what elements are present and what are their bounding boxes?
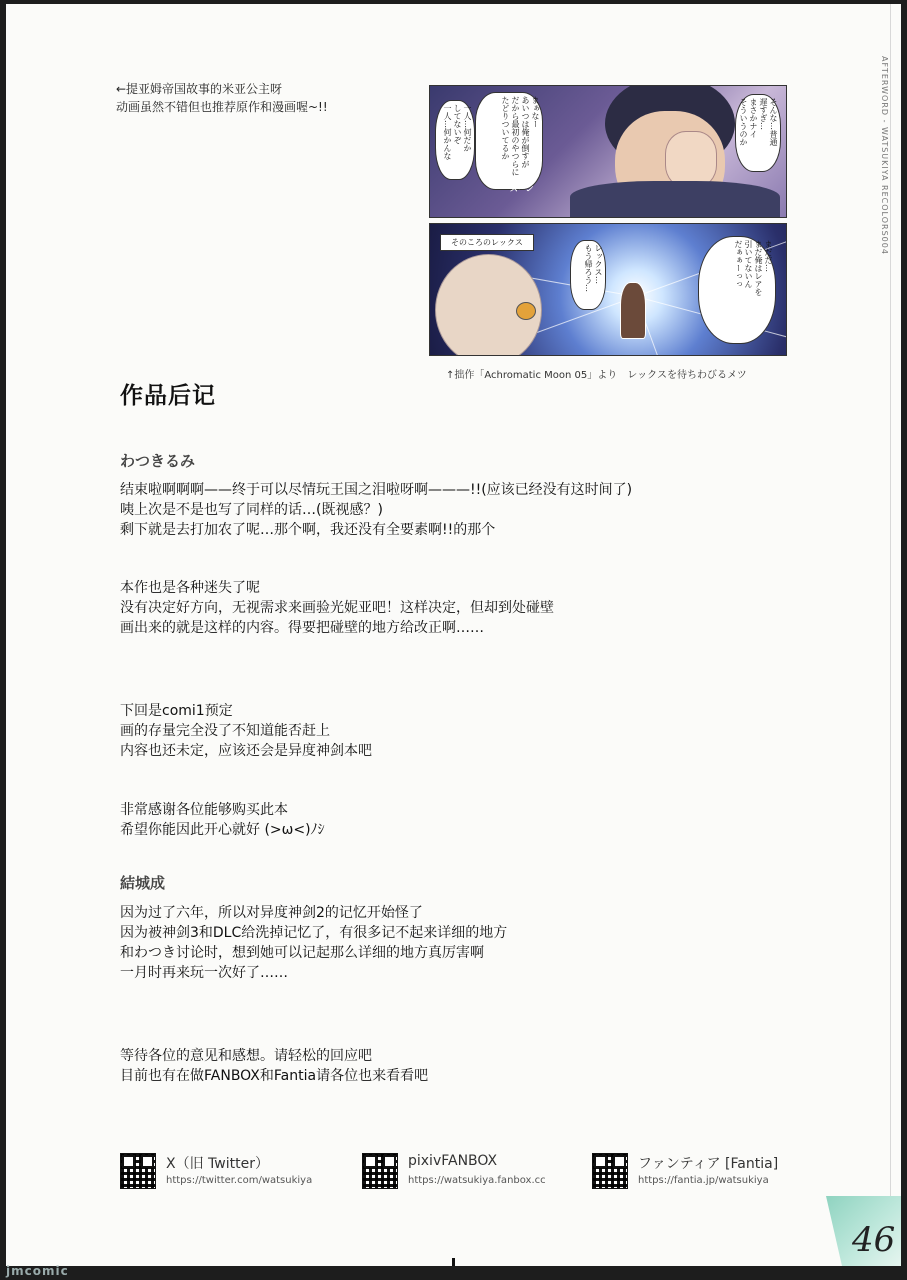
comic-caption (116, 80, 328, 116)
caption-line: 动画虽然不错但也推荐原作和漫画喔~!! (116, 100, 328, 114)
text-line: 结束啦啊啊啊——终于可以尽情玩王国之泪啦呀啊———!!(应该已经没有这时间了) (120, 482, 633, 498)
side-label: AFTERWORD - WATSUKIYA RECOLORS004 (880, 56, 889, 255)
footer-link-name: pixivFANBOX (408, 1153, 498, 1169)
page (6, 4, 901, 1266)
text-line: 内容也还未定，应该还会是异度神剑本吧 (120, 743, 372, 759)
speech-bubble: 一人…何だか してないぞ 一人…何かんな (435, 100, 475, 180)
page-edge (890, 4, 891, 1266)
page-title: 作品后记 (120, 383, 216, 409)
sound-effect: ズーン (510, 184, 534, 193)
text-line: 画的存量完全没了不知道能否赶上 (120, 723, 330, 739)
text-line: 一月时再来玩一次好了…… (120, 965, 288, 981)
text-line: 咦上次是不是也写了同样的话…(既视感？) (120, 502, 383, 518)
text-line: 目前也有在做FANBOX和Fantia请各位也来看看吧 (120, 1068, 429, 1084)
text-line: 希望你能因此开心就好 (>ω<)ﾉｼ (120, 822, 325, 838)
text-line: 和わつき讨论时，想到她可以记起那么详细的地方真厉害啊 (120, 945, 484, 961)
text-line: 下回是comi1预定 (120, 703, 233, 719)
paragraph (120, 903, 507, 983)
paragraph (120, 578, 554, 638)
text-line: 剩下就是去打加农了呢…那个啊，我还没有全要素啊!!的那个 (120, 522, 496, 538)
watermark: jmcomic (6, 1264, 69, 1278)
bottom-mark (452, 1258, 455, 1266)
qr-code-icon (362, 1153, 398, 1189)
text-line: 非常感谢各位能够购买此本 (120, 802, 288, 818)
footer-link-url[interactable]: https://watsukiya.fanbox.cc (408, 1175, 546, 1186)
speech-bubble: そんな…普通 遅すぎ… まさかナイ そういうのか (735, 94, 781, 172)
qr-code-icon (592, 1153, 628, 1189)
speech-bubble: まだだ… まだ俺はレアを 引いてないん だぁぁーっっ (698, 236, 776, 344)
footer-link-url[interactable]: https://twitter.com/watsukiya (166, 1175, 313, 1186)
character-coat (570, 181, 780, 218)
paragraph (120, 480, 632, 540)
speech-bubble: まぁなー あいつは俺が倒すが だから最初のやつらに たどりついてるか (475, 92, 543, 190)
text-line: 因为过了六年，所以对异度神剑2的记忆开始怪了 (120, 905, 423, 921)
paragraph (120, 701, 372, 761)
page-number: 46 (852, 1220, 896, 1260)
text-line: 因为被神剑3和DLC给洗掉记忆了，有很多记不起来详细的地方 (120, 925, 508, 941)
text-line: 本作也是各种迷失了呢 (120, 580, 260, 596)
author-name: わつきるみ (120, 452, 196, 470)
hero-figure (620, 282, 646, 339)
paragraph (120, 800, 325, 840)
qr-code-icon (120, 1153, 156, 1189)
text-line: 没有决定好方向，无视需求来画验光妮亚吧！这样决定，但却到处碰壁 (120, 600, 554, 616)
paragraph (120, 1046, 428, 1086)
comic-panel-1 (429, 85, 787, 218)
text-line: 画出来的就是这样的内容。得要把碰壁的地方给改正啊…… (120, 620, 484, 636)
author-name: 結城成 (120, 874, 166, 892)
comic-panel-2 (429, 223, 787, 356)
caption-line: ←提亚姆帝国故事的米亚公主呀 (116, 82, 283, 96)
character-hand (665, 131, 717, 188)
footer-link-url[interactable]: https://fantia.jp/watsukiya (638, 1175, 769, 1186)
panel-label: そのころのレックス (440, 234, 534, 251)
figure-caption: ↑拙作「Achromatic Moon 05」より レックスを待ちわびるメツ (446, 370, 747, 381)
text-line: 等待各位的意见和感想。请轻松的回应吧 (120, 1048, 372, 1064)
speech-bubble: レックス… もう帰ろう… (570, 240, 606, 310)
girl-eye (516, 302, 536, 320)
footer-link-name: X（旧 Twitter） (166, 1156, 269, 1172)
footer-link-name: ファンティア [Fantia] (638, 1156, 779, 1172)
